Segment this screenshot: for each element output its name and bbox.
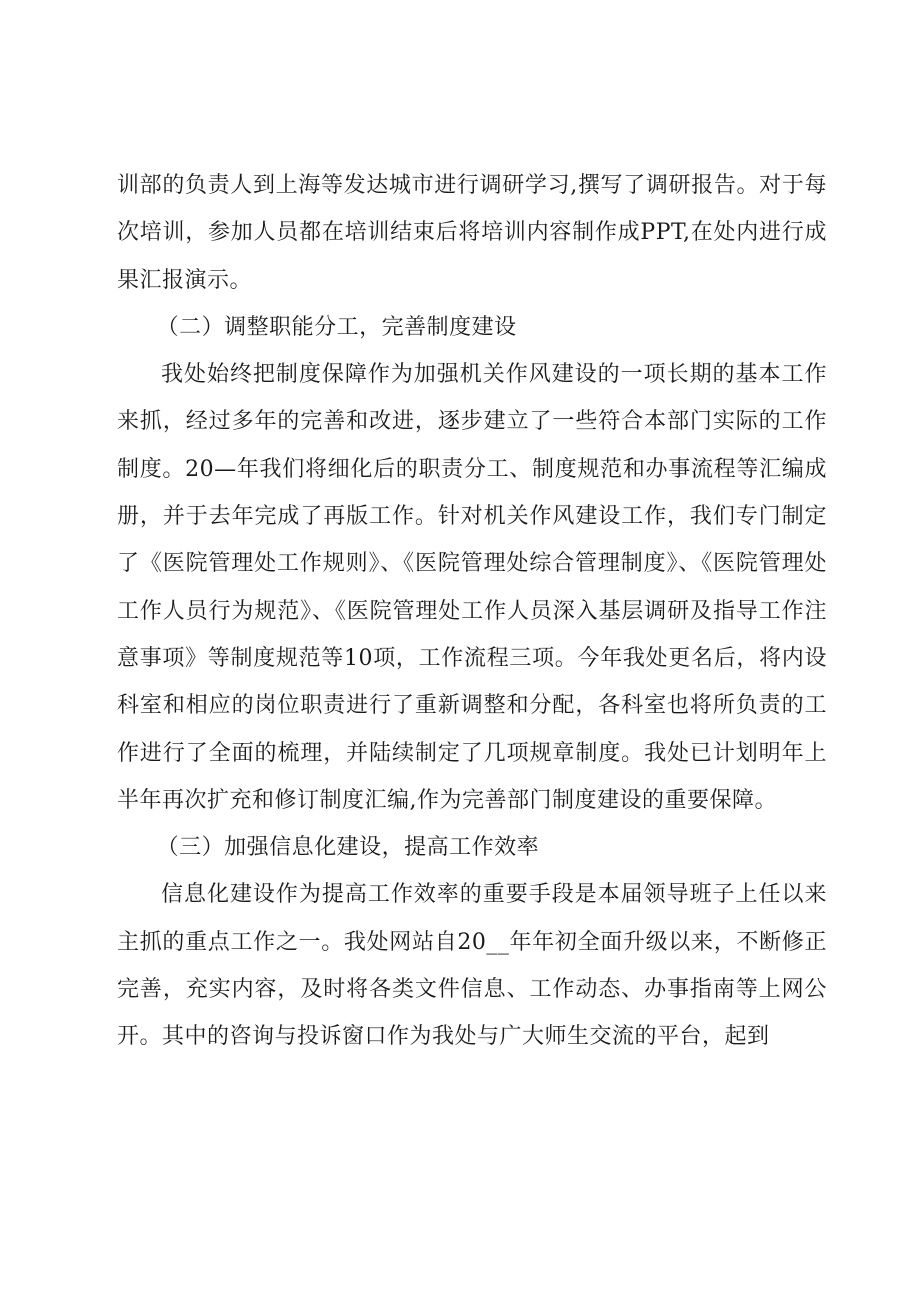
section-heading-3: （三）加强信息化建设，提高工作效率: [156, 835, 540, 861]
document-body: [117, 162, 827, 1061]
section-heading-2: （二）调整职能分工，完善制度建设: [156, 314, 517, 340]
paragraph-informatization: 信息化建设作为提高工作效率的重要手段是本届领导班子上任以来主抓的重点工作之一。我处网站自20__年年初全面升级以来，不断修正完善，充实内容，及时将各类文件信息、工作动态、办事指南等上网公开。其中的咨询与投诉窗口作为我处与广大师生交流的平台，起到: [117, 882, 827, 1050]
paragraph-training-continued: 训部的负责人到上海等发达城市进行调研学习,撰写了调研报告。对于每次培训，参加人员都在培训结束后将培训内容制作成PPT,在处内进行成果汇报演示。: [117, 173, 827, 293]
paragraph-system-building: 我处始终把制度保障作为加强机关作风建设的一项长期的基本工作来抓，经过多年的完善和改进，逐步建立了一些符合本部门实际的工作制度。20—年我们将细化后的职责分工、制度规范和办事流程等汇编成册，并于去年完成了再版工作。针对机关作风建设工作，我们专门制定了《医院管理处工作规则》、《医院管理处综合管理制度》、《医院管理处工作人员行为规范》、《医院管理处工作人员深入基层调研及指导工作注意事项》等制度规范等10项，工作流程三项。今年我处更名后，将内设科室和相应的岗位职责进行了重新调整和分配，各科室也将所负责的工作进行了全面的梳理，并陆续制定了几项规章制度。我处已计划明年上半年再次扩充和修订制度汇编,作为完善部门制度建设的重要保障。: [117, 362, 827, 813]
